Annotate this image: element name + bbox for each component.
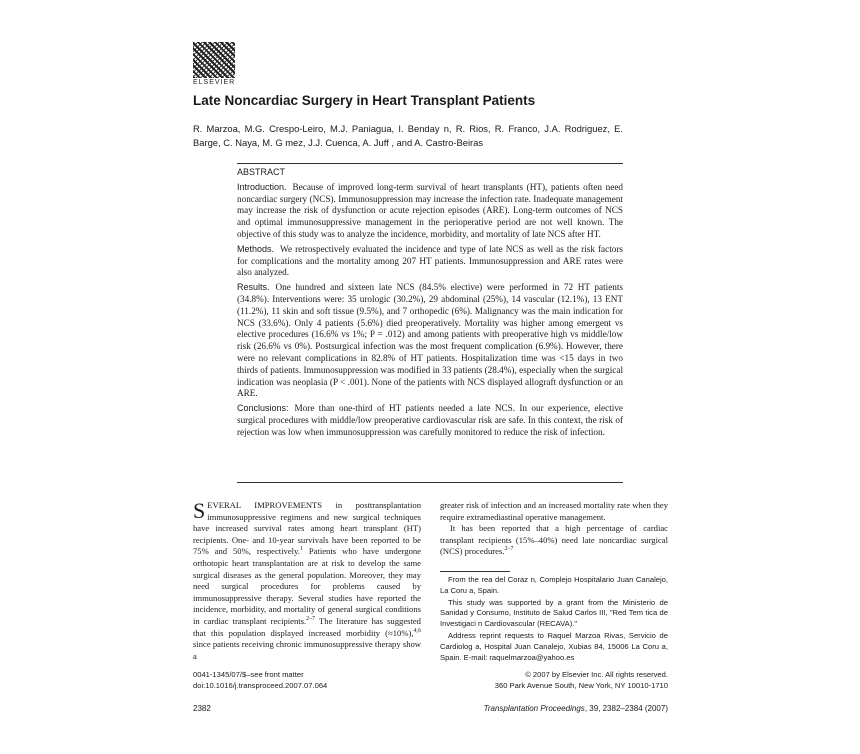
conclusions-label: Conclusions:: [237, 403, 289, 414]
footnote-rule: [440, 571, 510, 572]
intro-text-1: EVERAL IMPROVEMENTS in posttransplantation immunosuppressive regimens and new surgical techniques have increased survival rates among heart transplant (HT) recipients. One- and 10-year survivals have been reported to be 75% and 50%, respectively.: [193, 500, 421, 557]
footnote-address: Address reprint requests to Raquel Marzoa Rivas, Servicio de Cardiolog a, Hospital Juan Canalejo, Xubias 84, 15006 La Coru a, Spain. E-mail: raquelmarzoa@yahoo.es: [440, 630, 668, 662]
intro-text-4: since patients receiving chronic immunosuppressive therapy show a: [193, 639, 421, 661]
continued-paragraph: greater risk of infection and an increased mortality rate when they require extramediastinal operative management.: [440, 500, 668, 522]
ncs-text: It has been reported that a high percentage of cardiac transplant recipients (15%–40%) need late noncardiac surgical (NCS) procedures.: [440, 523, 668, 557]
drop-cap: S: [193, 498, 206, 523]
abstract-introduction: [237, 182, 623, 241]
journal-reference: , 39, 2382–2384 (2007): [584, 704, 668, 713]
ncs-paragraph: [440, 523, 668, 558]
publisher-logo: [193, 42, 235, 88]
page-number: 2382: [193, 704, 211, 713]
introduction-text: Because of improved long-term survival of heart transplants (HT), patients often need noncardiac surgery (NCS). Immunosuppression may increase the infection rate. Inadequate management may increase the risk of dysfunction or acute rejection episodes (ARE). Long-term outcomes of NCS and optimal immunosuppressive management in the perioperative period are not well known. The objective of this study was to analyze the incidence, morbidity, and mortality of late NCS after HT.: [237, 181, 623, 239]
journal-name: Transplantation Proceedings: [483, 704, 585, 713]
methods-text: We retrospectively evaluated the incidence and type of late NCS as well as the risk factors for complications and the mortality among 207 HT patients. Immunosuppression and ARE rates were also analyzed.: [237, 243, 623, 278]
introduction-label: Introduction.: [237, 181, 287, 192]
issn-doi-block: [193, 670, 327, 692]
abstract-section: [237, 167, 623, 442]
elsevier-tree-icon: [193, 42, 235, 78]
citation-ref: 1: [299, 546, 303, 553]
intro-text-3: The literature has suggested that this population displayed increased morbidity (≈10%),: [193, 615, 421, 638]
intro-text-2: Patients who have undergone orthotopic heart transplantation are at risk to develop the same surgical diseases as the general population. Moreover, they may need surgical procedures for problems caused by immunosuppressive therapy. Several studies have reported the incidence, morbidity, and mortality of general surgical conditions in cardiac transplant recipients.: [193, 546, 421, 626]
doi-line: doi:10.1016/j.transproceed.2007.07.064: [193, 680, 328, 690]
copyright-block: [440, 670, 668, 692]
journal-citation: [440, 704, 668, 713]
footnotes: [440, 575, 668, 664]
intro-paragraph: [193, 500, 421, 662]
abstract-heading: ABSTRACT: [237, 167, 286, 177]
abstract-conclusions: [237, 403, 623, 438]
paper-title: Late Noncardiac Surgery in Heart Transplant Patients: [193, 93, 536, 108]
footnote-support: This study was supported by a grant from the Ministerio de Sanidad y Consumo, Instituto de Salud Carlos III, "Red Tem tica de Investigaci n Cardiovascular (RECAVA).": [440, 597, 668, 629]
author-list: R. Marzoa, M.G. Crespo-Leiro, M.J. Paniagua, I. Benday n, R. Rios, R. Franco, J.A. Rodriguez, E. Barge, C. Naya, M. G mez, J.J. Cuenca, A. Juff , and A. Castro-Beiras: [193, 123, 623, 148]
copyright-line: © 2007 by Elsevier Inc. All rights reserved.: [525, 670, 668, 679]
footnote-affiliation: From the rea del Coraz n, Complejo Hospitalario Juan Canalejo, La Coru a, Spain.: [440, 575, 668, 595]
conclusions-text: More than one-third of HT patients needed a late NCS. In our experience, elective surgical procedures with middle/low preoperative cardiovascular risk are safe. In this context, the risk of rejection was low when immunosuppression was carefully monitored to reduce the risk of infection.: [237, 403, 623, 437]
publisher-address: 360 Park Avenue South, New York, NY 10010-1710: [494, 680, 668, 690]
body-column-right: [440, 500, 668, 558]
logo-brand: ELSEVIER: [193, 79, 236, 86]
abstract-methods: [237, 244, 623, 279]
methods-label: Methods.: [237, 243, 275, 254]
citation-ref: 4,6: [413, 627, 421, 634]
abstract-top-rule: [237, 163, 623, 164]
results-text: One hundred and sixteen late NCS (84.5% elective) were performed in 72 HT patients (34.8%). Interventions were: 35 urologic (30.2%), 29 abdominal (25%), 14 vascular (12.1%), 13 ENT (11.2%), 11 skin and soft tissue (9.5%), and 7 orthopedic (6%). Malignancy was the main indication for NCS (33.6%). Only 4 patients (5.6%) died preoperatively. Mortality was higher among emergent vs elective procedures (16.6% vs 1%; P = .012) and among patients with preoperative high vs middle/low risk (26.6% vs 0%). Postsurgical infection was the most frequent complication (6.9%). However, there were no relevant complications in 82.8% of HT patients. Hospitalization time was <15 days in two thirds of patients. Immunosuppression was modified in 33 patients (28.4%), especially when the surgical indication was neoplasia (P < .001). None of the patients with NCS displayed allograft dysfunction or an ARE.: [237, 282, 623, 399]
citation-ref: 2–7: [504, 546, 514, 553]
abstract-results: [237, 282, 623, 400]
issn-line: 0041-1345/07/$–see front matter: [193, 670, 304, 679]
results-label: Results.: [237, 282, 270, 293]
citation-ref: 2–7: [306, 616, 316, 623]
body-column-left: [193, 500, 421, 662]
abstract-bottom-rule: [237, 482, 623, 483]
